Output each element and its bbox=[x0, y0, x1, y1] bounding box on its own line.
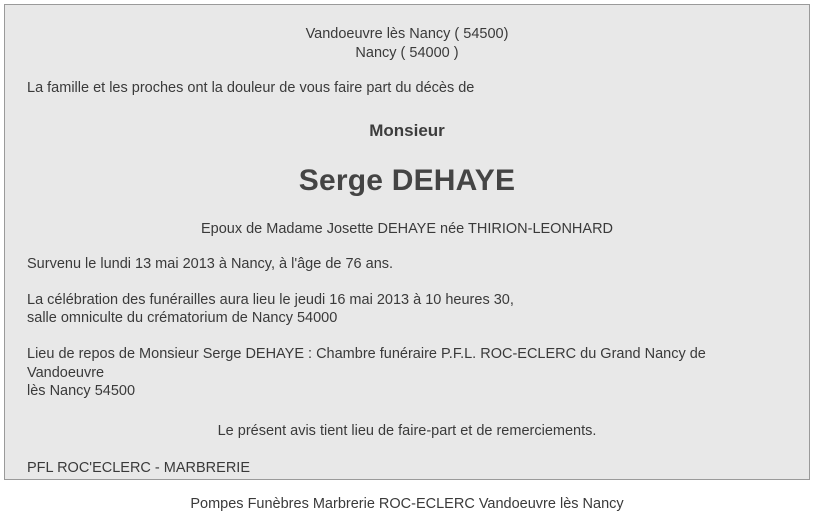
location-city-2: Nancy ( 54000 ) bbox=[355, 44, 459, 61]
deceased-name: Serge DEHAYE bbox=[298, 164, 516, 198]
resting-place-line-1: Lieu de repos de Monsieur Serge DEHAYE : Chambre funéraire P.F.L. ROC-ECLERC du Grand Nancy de Vandoeuvre bbox=[27, 345, 706, 381]
spouse-line: Epoux de Madame Josette DEHAYE née THIRION-LEONHARD bbox=[200, 220, 614, 237]
funeral-firm-footer: Pompes Funèbres Marbrerie ROC-ECLERC Vandoeuvre lès Nancy bbox=[190, 495, 624, 512]
ceremony-info-line-2: salle omniculte du crématorium de Nancy 54000 bbox=[27, 310, 338, 327]
closing-statement: Le présent avis tient lieu de faire-part et de remerciements. bbox=[217, 422, 597, 439]
honorific-title: Monsieur bbox=[369, 120, 445, 140]
location-city-1: Vandoeuvre lès Nancy ( 54500) bbox=[305, 26, 509, 42]
funeral-firm-name: PFL ROC'ECLERC - MARBRERIE bbox=[27, 460, 250, 477]
resting-place-line-2: lès Nancy 54500 bbox=[27, 383, 136, 400]
ceremony-info-line-1: La célébration des funérailles aura lieu le jeudi 16 mai 2013 à 10 heures 30, bbox=[27, 291, 514, 308]
death-notice-card bbox=[4, 4, 810, 512]
announcement-intro: La famille et les proches ont la douleur de vous faire part du décès de bbox=[27, 80, 475, 97]
death-info: Survenu le lundi 13 mai 2013 à Nancy, à l'âge de 76 ans. bbox=[27, 256, 394, 273]
